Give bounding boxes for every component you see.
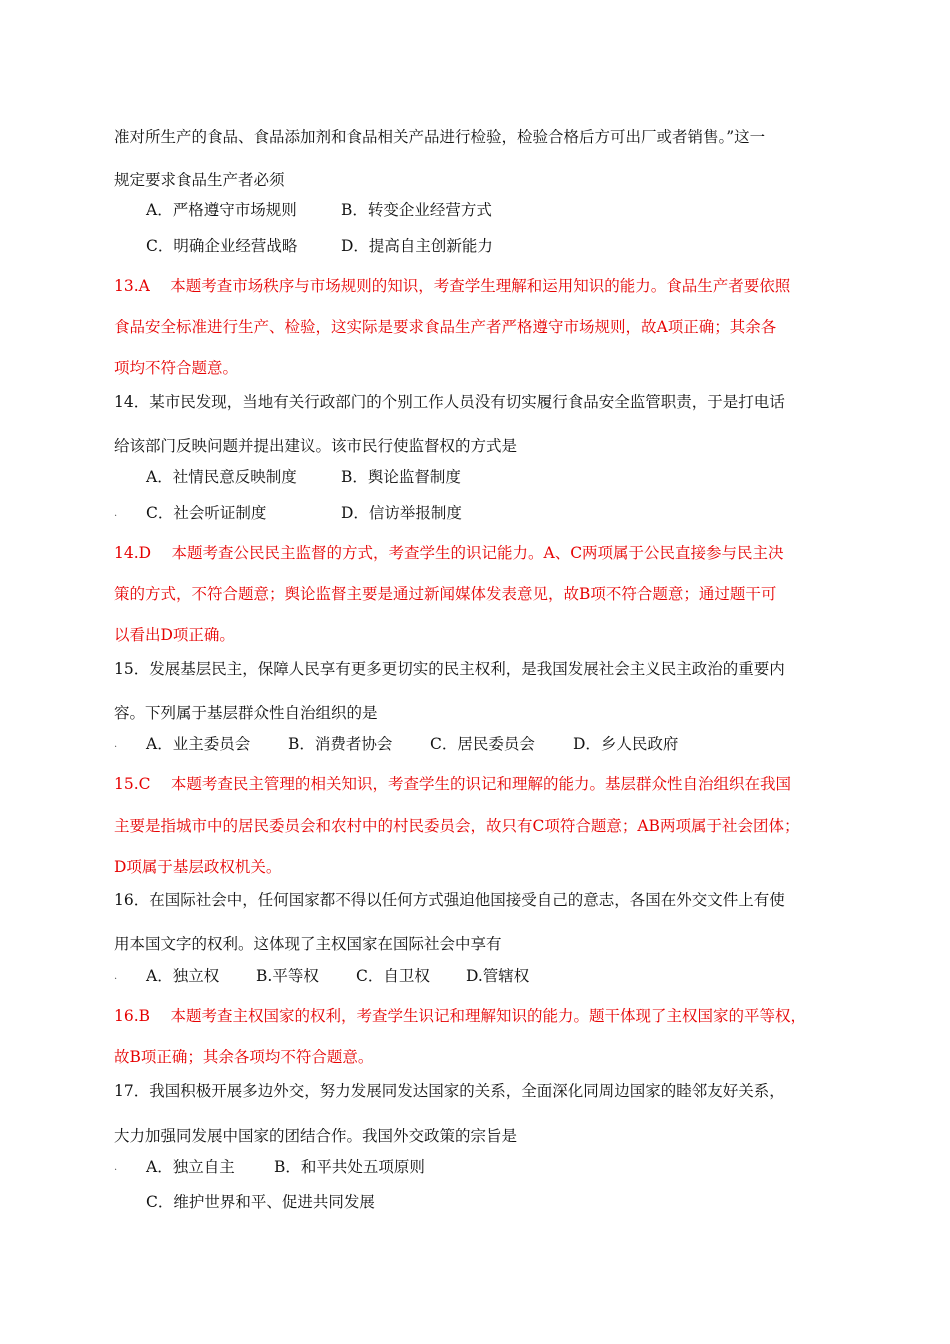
margin-mark: . [114,971,118,982]
option-b: B．转变企业经营方式 [341,201,492,219]
question-13-stem-line-2: 规定要求食品生产者必须 [114,171,285,189]
option-d: D.管辖权 [466,967,530,985]
question-15-options-row [146,734,678,754]
answer-16-line-2: 故B项正确；其余各项均不符合题意。 [114,1048,374,1066]
margin-mark: . [114,1162,118,1173]
question-13-options-row-1 [146,200,492,220]
option-a: A．社情民意反映制度 [146,468,297,486]
option-b: B．和平共处五项原则 [274,1158,425,1176]
option-a: A．严格遵守市场规则 [146,201,297,219]
question-16-stem-line-2: 用本国文字的权利。这体现了主权国家在国际社会中享有 [114,935,502,953]
option-d: D．提高自主创新能力 [341,237,493,255]
option-a: A．业主委员会 [146,735,251,753]
option-c: C．自卫权 [356,967,430,985]
option-a: A．独立自主 [146,1158,235,1176]
question-13-stem-line-1: 准对所生产的食品、食品添加剂和食品相关产品进行检验，检验合格后方可出厂或者销售。”这一 [114,128,766,146]
answer-13-line-1: 13.A 本题考查市场秩序与市场规则的知识，考查学生理解和运用知识的能力。食品生产者要依照 [114,277,791,295]
question-15-stem-line-2: 容。下列属于基层群众性自治组织的是 [114,704,378,722]
question-15-stem-line-1: 15．发展基层民主，保障人民享有更多更切实的民主权利，是我国发展社会主义民主政治的重要内 [114,660,785,678]
answer-14-line-3: 以看出D项正确。 [114,626,235,644]
margin-mark: . [114,508,118,519]
answer-15-line-2: 主要是指城市中的居民委员会和农村中的村民委员会，故只有C项符合题意；AB两项属于社会团体； [114,817,800,835]
margin-mark: . [114,739,118,750]
question-14-stem-line-1: 14．某市民发现，当地有关行政部门的个别工作人员没有切实履行食品安全监管职责，于是打电话 [114,393,785,411]
question-17-stem-line-2: 大力加强同发展中国家的团结合作。我国外交政策的宗旨是 [114,1127,518,1145]
option-c: C．居民委员会 [430,735,535,753]
option-c: C．明确企业经营战略 [146,237,298,255]
answer-13-line-3: 项均不符合题意。 [114,359,239,377]
option-b: B.平等权 [256,967,319,985]
question-14-options-row-1 [146,467,461,487]
option-d: D．信访举报制度 [341,504,462,522]
answer-16-line-1: 16.B 本题考查主权国家的权利，考查学生识记和理解知识的能力。题干体现了主权国家的平等权， [114,1007,806,1025]
option-d: D．乡人民政府 [573,735,679,753]
answer-14-line-2: 策的方式，不符合题意；舆论监督主要是通过新闻媒体发表意见，故B项不符合题意；通过题干可 [114,585,777,603]
answer-15-line-1: 15.C 本题考查民主管理的相关知识，考查学生的识记和理解的能力。基层群众性自治组织在我国 [114,775,791,793]
question-17-options-row-1 [146,1157,425,1177]
option-b: B．消费者协会 [288,735,393,753]
answer-14-line-1: 14.D 本题考查公民民主监督的方式，考查学生的识记能力。A、C两项属于公民直接参与民主决 [114,544,784,562]
question-17-stem-line-1: 17．我国积极开展多边外交，努力发展同发达国家的关系，全面深化同周边国家的睦邻友好关系， [114,1082,785,1100]
question-14-stem-line-2: 给该部门反映问题并提出建议。该市民行使监督权的方式是 [114,437,518,455]
option-b: B．舆论监督制度 [341,468,461,486]
option-c: C．社会听证制度 [146,504,267,522]
question-17-options-row-2 [146,1192,375,1212]
question-14-options-row-2 [146,503,462,523]
answer-15-line-3: D项属于基层政权机关。 [114,858,282,876]
answer-13-line-2: 食品安全标准进行生产、检验，这实际是要求食品生产者严格遵守市场规则，故A项正确；其余各 [114,318,777,336]
question-16-stem-line-1: 16．在国际社会中，任何国家都不得以任何方式强迫他国接受自己的意志，各国在外交文件上有使 [114,891,785,909]
question-13-options-row-2 [146,236,493,256]
option-c: C．维护世界和平、促进共同发展 [146,1193,375,1211]
question-16-options-row [146,966,529,986]
option-a: A．独立权 [146,967,220,985]
